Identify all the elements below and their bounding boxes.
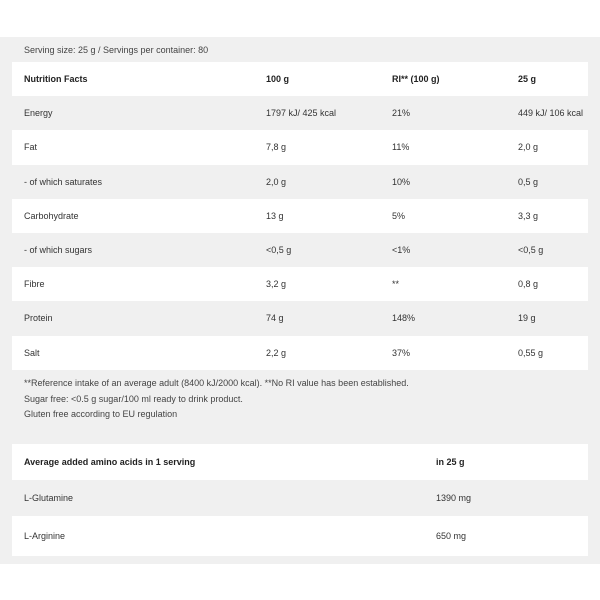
- header-amino-acids: Average added amino acids in 1 serving: [24, 457, 196, 467]
- value-100g: 2,2 g: [266, 347, 287, 358]
- amino-name: L-Glutamine: [24, 493, 74, 503]
- table-row: [12, 165, 588, 199]
- value-25g: 3,3 g: [518, 210, 539, 221]
- value-ri: 21%: [392, 108, 411, 119]
- value-100g: 13 g: [266, 210, 284, 221]
- value-25g: 449 kJ/ 106 kcal: [518, 108, 584, 119]
- table-row: [12, 516, 588, 556]
- amino-value: 650 mg: [436, 531, 467, 541]
- value-ri: 148%: [392, 313, 416, 324]
- value-ri: 5%: [392, 210, 406, 221]
- value-25g: 2,0 g: [518, 142, 539, 153]
- value-25g: 0,55 g: [518, 347, 544, 358]
- table-row: [12, 233, 588, 267]
- nutrient-name: Fibre: [24, 279, 45, 290]
- nutrient-name: Carbohydrate: [24, 210, 79, 221]
- header-nutrition-facts: Nutrition Facts: [24, 74, 88, 85]
- value-ri: **: [392, 279, 400, 290]
- table-row: [12, 267, 588, 301]
- table-row: [12, 130, 588, 164]
- value-25g: 0,8 g: [518, 279, 539, 290]
- table-row: [12, 336, 588, 370]
- amino-name: L-Arginine: [24, 531, 66, 541]
- nutrient-name: - of which sugars: [24, 245, 93, 256]
- nutrient-name: Energy: [24, 108, 53, 119]
- value-100g: <0,5 g: [266, 245, 292, 256]
- value-100g: 3,2 g: [266, 279, 287, 290]
- nutrition-panel: [0, 37, 600, 564]
- value-100g: 74 g: [266, 313, 284, 324]
- amino-acid-table: [12, 444, 588, 556]
- nutrient-name: - of which saturates: [24, 176, 103, 187]
- nutrient-name: Salt: [24, 347, 40, 358]
- nutrient-name: Fat: [24, 142, 38, 153]
- table-row: [12, 480, 588, 516]
- serving-info: Serving size: 25 g / Servings per container: 80: [24, 45, 209, 55]
- nutrient-name: Protein: [24, 313, 53, 324]
- footnote-ri: **Reference intake of an average adult (8400 kJ/2000 kcal). **No RI value has been established.: [24, 378, 409, 388]
- footnote-gluten: Gluten free according to EU regulation: [24, 409, 178, 419]
- table-row: [12, 199, 588, 233]
- value-25g: <0,5 g: [518, 245, 544, 256]
- table-row: [12, 301, 588, 335]
- header-per-25g: 25 g: [518, 74, 537, 85]
- amino-value: 1390 mg: [436, 493, 472, 503]
- value-100g: 1797 kJ/ 425 kcal: [266, 108, 337, 119]
- value-ri: 11%: [392, 142, 410, 153]
- value-ri: 10%: [392, 176, 411, 187]
- footnote-sugar: Sugar free: <0.5 g sugar/100 ml ready to drink product.: [24, 393, 243, 404]
- nutrition-table: [12, 62, 588, 370]
- value-25g: 19 g: [518, 313, 536, 324]
- header-ri: RI** (100 g): [392, 74, 440, 85]
- value-ri: <1%: [392, 245, 411, 256]
- nutrition-header-row: [12, 62, 588, 96]
- header-per-100g: 100 g: [266, 74, 290, 85]
- value-ri: 37%: [392, 347, 411, 358]
- value-100g: 7,8 g: [266, 142, 287, 153]
- amino-header-row: [12, 444, 588, 480]
- header-in-25g: in 25 g: [436, 457, 465, 467]
- footnotes: [24, 376, 409, 423]
- value-100g: 2,0 g: [266, 176, 287, 187]
- table-row: [12, 96, 588, 130]
- value-25g: 0,5 g: [518, 176, 539, 187]
